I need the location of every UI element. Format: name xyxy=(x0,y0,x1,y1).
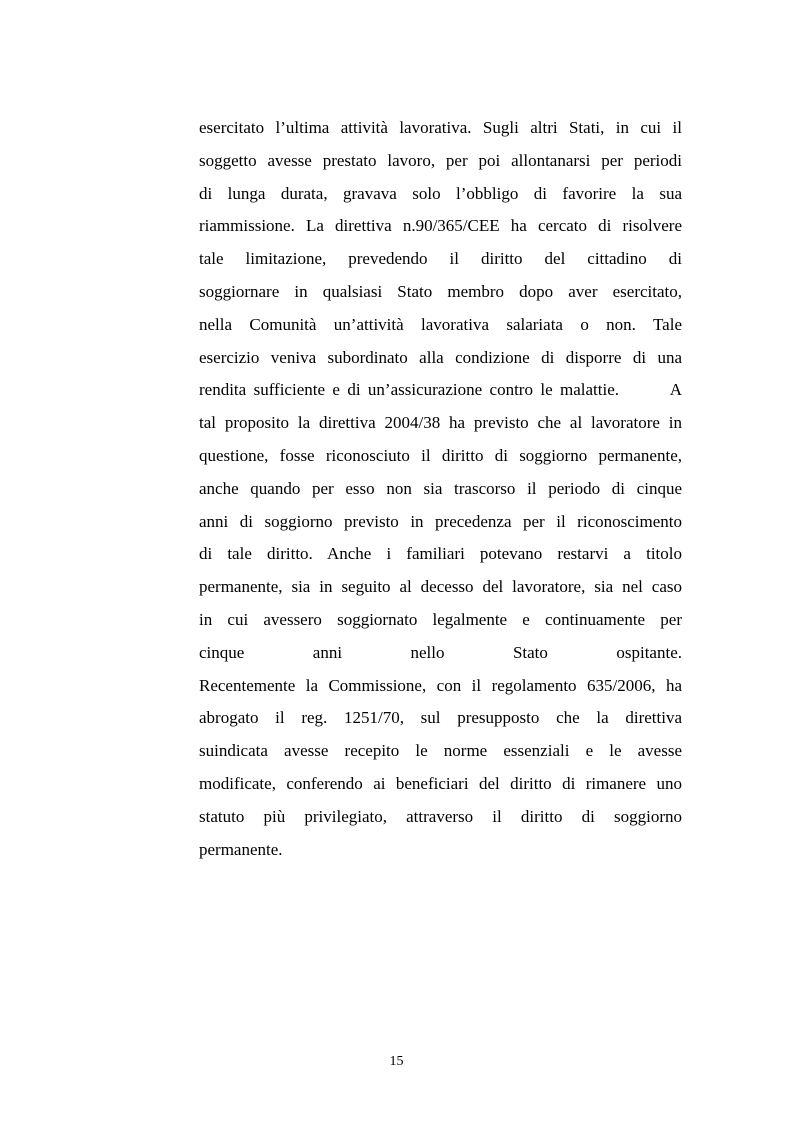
text-line: esercizio veniva subordinato alla condizione di disporre di una xyxy=(199,347,682,367)
text-line: permanente. xyxy=(199,839,283,859)
text-line: Recentemente la Commissione, con il regolamento 635/2006, ha xyxy=(199,675,682,695)
body-paragraph xyxy=(199,112,682,866)
text-line: cinque anni nello Stato ospitante. xyxy=(199,642,682,662)
text-line: riammissione. La direttiva n.90/365/CEE ha cercato di risolvere xyxy=(199,216,682,236)
text-line: di lunga durata, gravava solo l’obbligo di favorire la sua xyxy=(199,183,682,203)
text-line: soggiornare in qualsiasi Stato membro dopo aver esercitato, xyxy=(199,281,682,301)
text-line: in cui avessero soggiornato legalmente e continuamente per xyxy=(199,609,682,629)
text-line: esercitato l’ultima attività lavorativa. Sugli altri Stati, in cui il xyxy=(199,118,682,137)
text-line: di tale diritto. Anche i familiari potevano restarvi a titolo xyxy=(199,544,682,564)
text-line: tale limitazione, prevedendo il diritto del cittadino di xyxy=(199,249,682,269)
page-number: 15 xyxy=(389,1054,404,1069)
text-line: anni di soggiorno previsto in precedenza per il riconoscimento xyxy=(199,511,682,531)
text-line: permanente, sia in seguito al decesso del lavoratore, sia nel caso xyxy=(199,577,682,597)
text-line: abrogato il reg. 1251/70, sul presupposto che la direttiva xyxy=(199,708,682,728)
text-line: tal proposito la direttiva 2004/38 ha previsto che al lavoratore in xyxy=(199,413,682,433)
text-line: rendita sufficiente e di un’assicurazione contro le malattie. A xyxy=(199,380,682,400)
text-line: anche quando per esso non sia trascorso il periodo di cinque xyxy=(199,478,682,498)
text-line: soggetto avesse prestato lavoro, per poi allontanarsi per periodi xyxy=(199,150,682,170)
text-line: suindicata avesse recepito le norme essenziali e le avesse xyxy=(199,741,682,761)
text-line: nella Comunità un’attività lavorativa salariata o non. Tale xyxy=(199,314,682,334)
text-line: modificate, conferendo ai beneficiari del diritto di rimanere uno xyxy=(199,773,682,793)
text-line: statuto più privilegiato, attraverso il diritto di soggiorno xyxy=(199,806,682,826)
text-line: questione, fosse riconosciuto il diritto di soggiorno permanente, xyxy=(199,445,682,465)
